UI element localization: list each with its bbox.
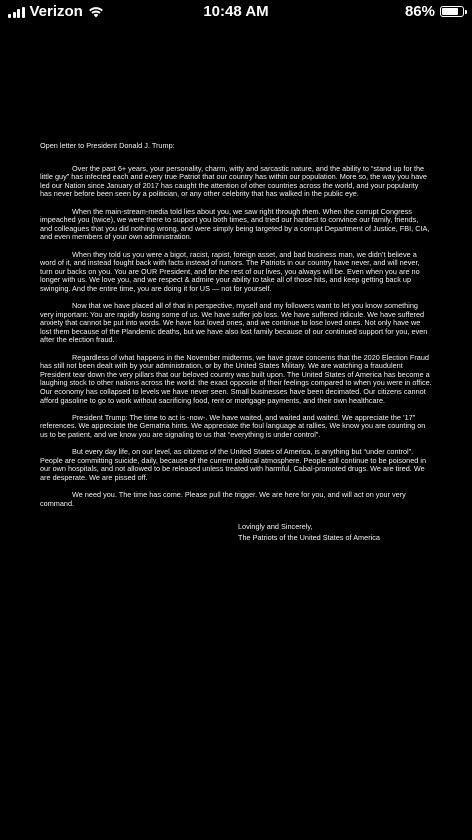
carrier-name: Verizon [29,3,83,20]
letter-salutation: Open letter to President Donald J. Trump: [40,141,175,150]
letter-paragraph: Over the past 6+ years, your personality, charm, witty and sarcastic nature, and the ability to “stand up for the little guy” has infected each and every true Patriot that our country has within our population. More so, the way you have led our Nation since January of 2017 has caught the attention of other countries across the world, and your popularity has never before been seen by a politician, or any other celebrity that has walked in the public eye. [40,163,427,199]
letter-paragraph: We need you. The time has come. Please pull the trigger. We are here for you, and will act on your very command. [40,490,406,508]
letter-paragraph: When they told us you were a bigot, racist, rapist, foreign asset, and bad business man, we didn’t believe a word of it, and instead fought back with facts instead of rumors. The Patriots in our country have never, and will never, turn our backs on you. You are OUR President, and for the rest of our lives, you always will be. Even when you are no longer with us. We love you, and we respect & admire your ability to take all of those hits, and keep getting back up swinging. And the entire time, you are doing it for US — not for yourself. [40,249,420,293]
battery-tip [465,10,467,14]
letter-paragraph: Regardless of what happens in the November midterms, we have grave concerns that the 2020 Election Fraud has still not been dealt with by your administration, or by the United States Military. We are watching a fraudulent President tear down the very pillars that our beloved country was built upon. The United States of America has become a laughing stock to other nations across the world: the exact opposite of their feelings compared to when you were in office. Our economy has collapsed to levels we have never seen. Small businesses have been decimated. Our citizens cannot afford gasoline to go to work without sacrificing food, rent or mortgage payments, and their own healthcare. [40,352,432,405]
status-right [405,3,464,20]
letter-paragraph: But every day life, on our level, as citizens of the United States of America, is anything but “under control”. People are committing suicide, daily, because of the current political atmosphere. People still continue to be poisoned in our own hospitals, and not allowed to be released unless treated with harmful, Cabal-promoted drugs. We are tired. We are desperate. We are pissed off. [40,447,427,482]
battery-percentage: 86% [404,3,435,20]
letter-paragraph: Now that we have placed all of that in perspective, myself and my followers want to let you know something very important: You are rapidly losing some of us. We have suffer job loss. We have suffered ridicule. We have suffered anxiety that cannot be put into words. We have lost loved ones, and we continue to lose loved ones. Not only have we lost them because of the Plandemic deaths, but we have also lost family because of our continued support for you, even after the election fraud. [40,301,428,345]
letter-closing: Lovingly and Sincerely, [238,522,313,532]
status-bar [0,0,472,24]
letter-body [40,142,432,543]
letter-signature: The Patriots of the United States of America [238,532,380,542]
letter-paragraph: When the main-stream-media told lies about you, we saw right through them. When the corrupt Congress impeached you (twice), we were there to support you both times, and tried our hardest to convince our family, friends, and colleagues that you did nothing wrong, and were simply being targeted by a corrupt Department of Justice, FBI, CIA, and even members of your own administration. [40,206,430,242]
letter-closing-block [40,522,432,542]
battery-fill [442,8,458,15]
letter-paragraph: President Trump: The time to act is -now-. We have waited, and waited and waited. We appreciate the ’17” references. We appreciate the Gematria hints. We appreciate the foul language at rallies. We know you are counting on us to be patient, and we know you are signaling to us that “everything is under control”. [40,412,426,439]
battery-icon [440,6,464,17]
status-time: 10:48 AM [203,3,269,20]
